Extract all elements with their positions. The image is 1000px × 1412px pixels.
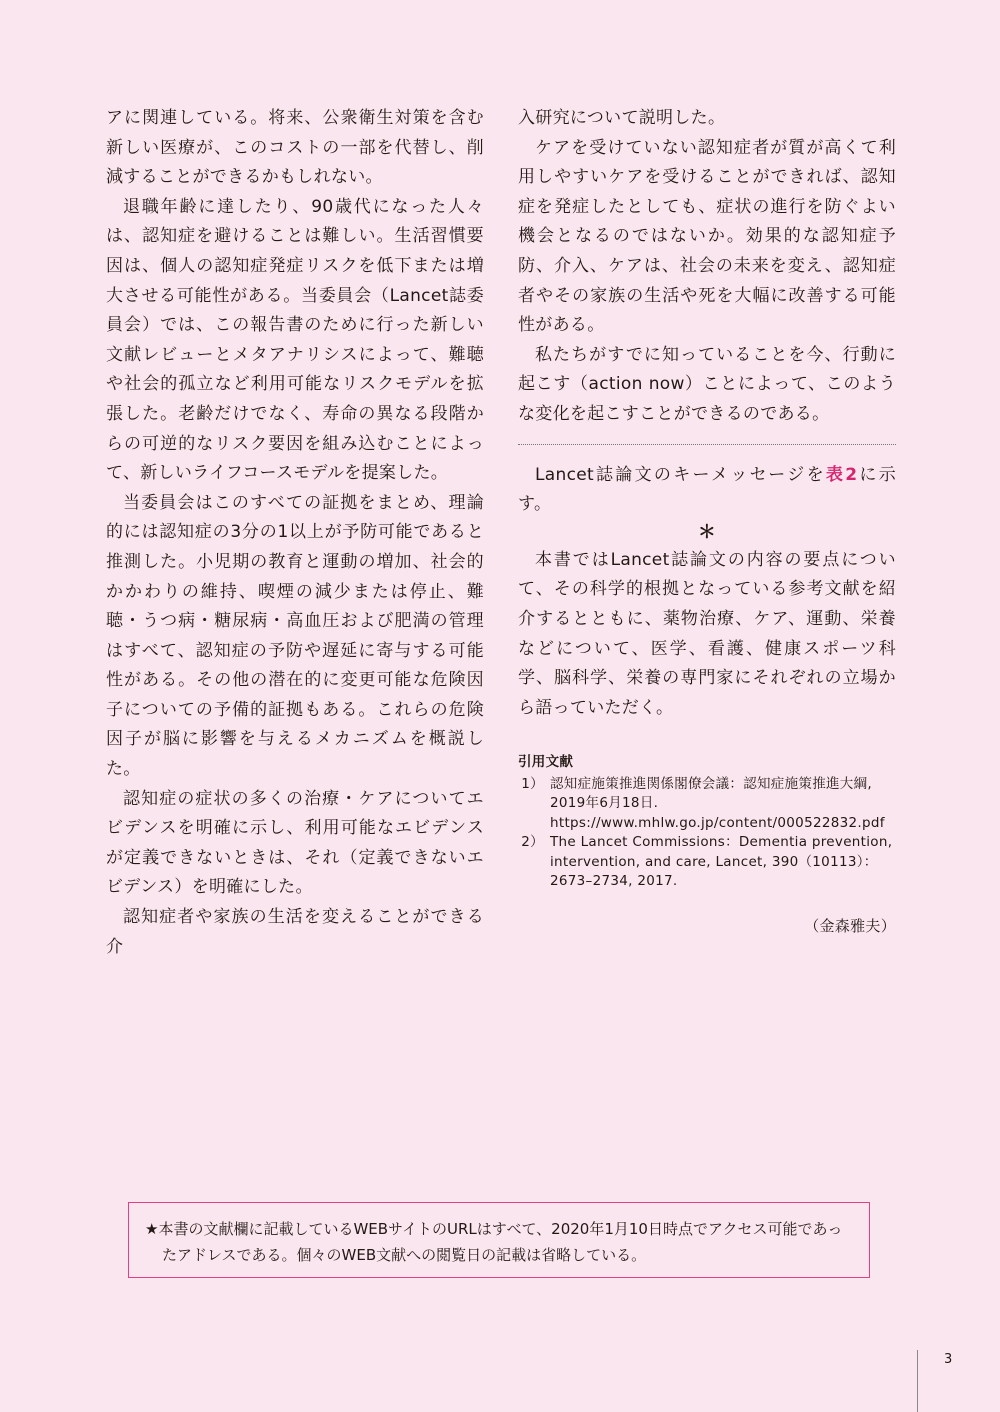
dotted-divider [518,444,896,445]
reference-line: 2019年6月18日. [550,795,659,812]
paragraph: アに関連している。将来、公衆衛生対策を含む新しい医療が、このコストの一部を代替し、削減することができるかもしれない。 [106,108,484,188]
reference-item [518,833,896,892]
table-reference-link[interactable]: 表2 [825,464,858,485]
notice-box [128,1202,870,1278]
paragraph: 認知症の症状の多くの治療・ケアについてエビデンスを明確に示し、利用可能なエビデンスが定義できないときは、それ（定義できないエビデンス）を明確にした。 [106,788,484,898]
asterisk-separator: ＊ [697,521,717,543]
paragraph: 認知症者や家族の生活を変えることができる介 [106,907,484,957]
page-number: 3 [944,1352,953,1367]
reference-line: 認知症施策推進関係閣僚会議：認知症施策推進大綱, [550,775,872,792]
references-title: 引用文献 [518,754,574,771]
key-message-text: Lancet誌論文のキーメッセージを [535,464,826,485]
reference-item [518,775,896,834]
author-name: （金森雅夫） [804,916,896,935]
reference-number: 1） [521,775,544,792]
key-message [518,461,896,520]
paragraph: ケアを受けていない認知症者が質が高くて利用しやすいケアを受けることができれば、認知症を発症したとしても、症状の進行を防ぐよい機会となるのではないか。効果的な認知症予防、介入、ケアは、社会の未来を変え、認知症者やその家族の生活や死を大幅に改善する可能性がある。 [518,137,896,336]
summary-paragraph: 本書ではLancet誌論文の内容の要点について、その科学的根拠となっている参考文献を紹介するとともに、薬物治療、ケア、運動、栄養などについて、医学、看護、健康スポーツ科学、脳科学、栄養の専門家にそれぞれの立場から語っていただく。 [518,549,896,718]
reference-url-link[interactable]: https://www.mhlw.go.jp/content/000522832.pdf [550,814,885,831]
references-section [518,753,896,892]
key-message-text-end: に示す。 [518,464,896,515]
page-number-rule [917,1350,918,1412]
paragraph: 退職年齢に達したり、90歳代になった人々は、認知症を避けることは難しい。生活習慣要因は、個人の認知症発症リスクを低下または増大させる可能性がある。当委員会（Lancet誌委員会）では、この報告書のために行った新しい文献レビューとメタアナリシスによって、難聴や社会的孤立など利用可能なリスクモデルを拡張した。老齢だけでなく、寿命の異なる段階からの可逆的なリスク要因を組み込むことによって、新しいライフコースモデルを提案した。 [106,196,484,484]
paragraph: 当委員会はこのすべての証拠をまとめ、理論的には認知症の3分の1以上が予防可能であると推測した。小児期の教育と運動の増加、社会的かかわりの維持、喫煙の減少または停止、難聴・うつ病・糖尿病・高血圧および肥満の管理はすべて、認知症の予防や遅延に寄与する可能性がある。その他の潜在的に変更可能な危険因子についての予備的証拠もある。これらの危険因子が脳に影響を与えるメカニズムを概説した。 [106,492,484,780]
reference-number: 2） [521,834,544,851]
reference-text: The Lancet Commissions：Dementia prevention, intervention, and care, Lancet, 390（10113）：2673–2734, 2017. [550,834,893,890]
right-column [518,104,896,941]
paragraph: 私たちがすでに知っていることを今、行動に起こす（action now）ことによって、このような変化を起こすことができるのである。 [518,344,896,424]
paragraph: 入研究について説明した。 [518,108,726,128]
left-column [106,104,484,962]
reference-text [550,775,896,834]
notice-text: ★本書の文献欄に記載しているWEBサイトのURLはすべて、2020年1月10日時点でアクセス可能であったアドレスである。個々のWEB文献への閲覧日の記載は省略している。 [145,1220,843,1264]
